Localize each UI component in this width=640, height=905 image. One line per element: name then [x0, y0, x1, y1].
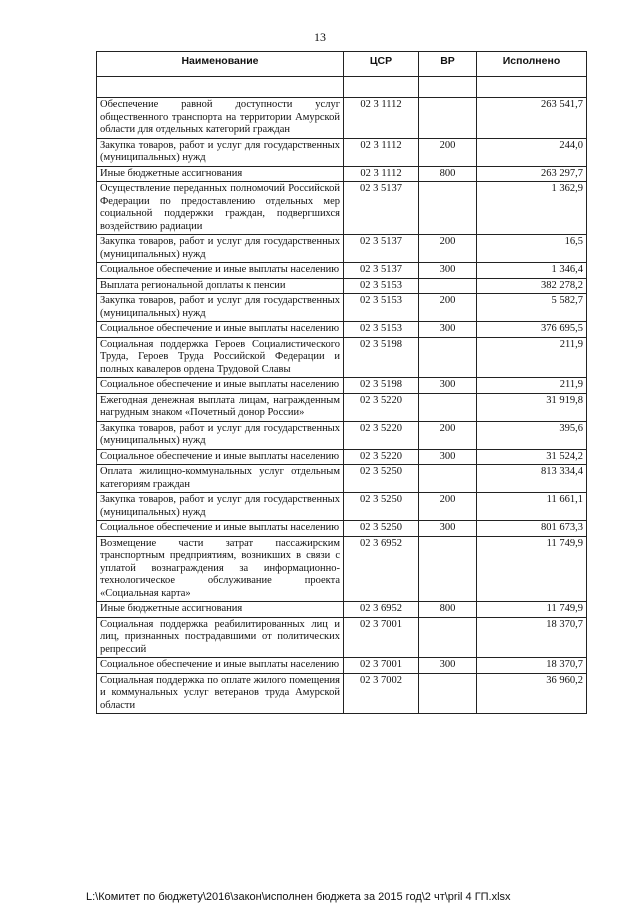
vr-cell: 200	[419, 421, 477, 449]
amount-cell: 1 346,4	[477, 263, 587, 279]
table-row	[97, 263, 587, 279]
table-row	[97, 278, 587, 294]
csr-cell: 02 3 1112	[344, 98, 419, 139]
table-row	[97, 166, 587, 182]
table-row	[97, 138, 587, 166]
spacer-cell	[477, 77, 587, 98]
table-row	[97, 658, 587, 674]
name-cell: Социальное обеспечение и иные выплаты населению	[97, 322, 344, 338]
table-row	[97, 235, 587, 263]
amount-cell: 11 661,1	[477, 493, 587, 521]
amount-cell: 5 582,7	[477, 294, 587, 322]
name-cell: Ежегодная денежная выплата лицам, награжденным нагрудным знаком «Почетный донор России»	[97, 393, 344, 421]
name-cell: Закупка товаров, работ и услуг для государственных (муниципальных) нужд	[97, 493, 344, 521]
csr-cell: 02 3 5250	[344, 521, 419, 537]
amount-cell: 813 334,4	[477, 465, 587, 493]
amount-cell: 11 749,9	[477, 536, 587, 602]
table-row	[97, 294, 587, 322]
amount-cell: 31 524,2	[477, 449, 587, 465]
table-row	[97, 98, 587, 139]
vr-cell: 300	[419, 263, 477, 279]
header-vr: ВР	[419, 52, 477, 77]
vr-cell	[419, 465, 477, 493]
vr-cell	[419, 393, 477, 421]
page-number: 13	[314, 30, 326, 44]
vr-cell	[419, 278, 477, 294]
amount-cell: 18 370,7	[477, 658, 587, 674]
name-cell: Социальное обеспечение и иные выплаты населению	[97, 658, 344, 674]
name-cell: Социальное обеспечение и иные выплаты населению	[97, 521, 344, 537]
amount-cell: 31 919,8	[477, 393, 587, 421]
table-row	[97, 322, 587, 338]
amount-cell: 1 362,9	[477, 182, 587, 235]
csr-cell: 02 3 5153	[344, 322, 419, 338]
file-path-footer: L:\Комитет по бюджету\2016\закон\исполнен бюджета за 2015 год\2 чт\pril 4 ГП.xlsx	[86, 891, 511, 903]
vr-cell: 800	[419, 166, 477, 182]
table-row	[97, 536, 587, 602]
csr-cell: 02 3 5198	[344, 378, 419, 394]
csr-cell: 02 3 5137	[344, 263, 419, 279]
name-cell: Социальная поддержка реабилитированных лиц и лиц, признанных пострадавшими от политических репрессий	[97, 617, 344, 658]
table-row	[97, 421, 587, 449]
table-row	[97, 673, 587, 714]
amount-cell: 36 960,2	[477, 673, 587, 714]
vr-cell: 200	[419, 235, 477, 263]
table-row	[97, 182, 587, 235]
table-row	[97, 337, 587, 378]
header-csr: ЦСР	[344, 52, 419, 77]
amount-cell: 11 749,9	[477, 602, 587, 618]
csr-cell: 02 3 7001	[344, 658, 419, 674]
amount-cell: 244,0	[477, 138, 587, 166]
vr-cell	[419, 182, 477, 235]
amount-cell: 801 673,3	[477, 521, 587, 537]
csr-cell: 02 3 5198	[344, 337, 419, 378]
table-header-spacer-row	[97, 77, 587, 98]
csr-cell: 02 3 5250	[344, 465, 419, 493]
vr-cell: 200	[419, 138, 477, 166]
name-cell: Социальное обеспечение и иные выплаты населению	[97, 263, 344, 279]
budget-execution-table	[96, 51, 587, 714]
table-row	[97, 617, 587, 658]
name-cell: Социальное обеспечение и иные выплаты населению	[97, 449, 344, 465]
amount-cell: 395,6	[477, 421, 587, 449]
header-name: Наименование	[97, 52, 344, 77]
amount-cell: 263 297,7	[477, 166, 587, 182]
csr-cell: 02 3 5220	[344, 449, 419, 465]
spacer-cell	[419, 77, 477, 98]
name-cell: Закупка товаров, работ и услуг для государственных (муниципальных) нужд	[97, 235, 344, 263]
amount-cell: 382 278,2	[477, 278, 587, 294]
table-header-row	[97, 52, 587, 77]
amount-cell: 376 695,5	[477, 322, 587, 338]
csr-cell: 02 3 1112	[344, 166, 419, 182]
table-row	[97, 449, 587, 465]
csr-cell: 02 3 5153	[344, 294, 419, 322]
vr-cell: 300	[419, 449, 477, 465]
csr-cell: 02 3 5137	[344, 182, 419, 235]
table-row	[97, 602, 587, 618]
header-executed: Исполнено	[477, 52, 587, 77]
name-cell: Обеспечение равной доступности услуг общественного транспорта на территории Амурской области для отдельных категорий граждан	[97, 98, 344, 139]
csr-cell: 02 3 5137	[344, 235, 419, 263]
name-cell: Закупка товаров, работ и услуг для государственных (муниципальных) нужд	[97, 294, 344, 322]
name-cell: Выплата региональной доплаты к пенсии	[97, 278, 344, 294]
vr-cell: 300	[419, 658, 477, 674]
csr-cell: 02 3 6952	[344, 536, 419, 602]
amount-cell: 16,5	[477, 235, 587, 263]
csr-cell: 02 3 1112	[344, 138, 419, 166]
vr-cell: 300	[419, 322, 477, 338]
csr-cell: 02 3 6952	[344, 602, 419, 618]
csr-cell: 02 3 5250	[344, 493, 419, 521]
vr-cell: 800	[419, 602, 477, 618]
name-cell: Иные бюджетные ассигнования	[97, 166, 344, 182]
spacer-cell	[344, 77, 419, 98]
vr-cell	[419, 673, 477, 714]
amount-cell: 18 370,7	[477, 617, 587, 658]
name-cell: Закупка товаров, работ и услуг для государственных (муниципальных) нужд	[97, 421, 344, 449]
name-cell: Осуществление переданных полномочий Российской Федерации по предоставлению отдельных мер социальной поддержки граждан, подвергшихся воздействию радиации	[97, 182, 344, 235]
vr-cell: 300	[419, 378, 477, 394]
vr-cell	[419, 617, 477, 658]
vr-cell: 200	[419, 493, 477, 521]
vr-cell	[419, 98, 477, 139]
name-cell: Социальная поддержка Героев Социалистического Труда, Героев Труда Российской Федерации и полных кавалеров ордена Трудовой Славы	[97, 337, 344, 378]
amount-cell: 263 541,7	[477, 98, 587, 139]
name-cell: Социальная поддержка по оплате жилого помещения и коммунальных услуг ветеранов труда Амурской области	[97, 673, 344, 714]
table-row	[97, 493, 587, 521]
name-cell: Возмещение части затрат пассажирским транспортным предприятиям, возникших в связи с уплатой вознаграждения за информационно-технологическое обслуживание проекта «Социальная карта»	[97, 536, 344, 602]
amount-cell: 211,9	[477, 337, 587, 378]
csr-cell: 02 3 7002	[344, 673, 419, 714]
vr-cell: 300	[419, 521, 477, 537]
name-cell: Иные бюджетные ассигнования	[97, 602, 344, 618]
vr-cell	[419, 337, 477, 378]
name-cell: Оплата жилищно-коммунальных услуг отдельным категориям граждан	[97, 465, 344, 493]
csr-cell: 02 3 7001	[344, 617, 419, 658]
table-row	[97, 378, 587, 394]
csr-cell: 02 3 5220	[344, 421, 419, 449]
spacer-cell	[97, 77, 344, 98]
csr-cell: 02 3 5220	[344, 393, 419, 421]
amount-cell: 211,9	[477, 378, 587, 394]
csr-cell: 02 3 5153	[344, 278, 419, 294]
name-cell: Социальное обеспечение и иные выплаты населению	[97, 378, 344, 394]
name-cell: Закупка товаров, работ и услуг для государственных (муниципальных) нужд	[97, 138, 344, 166]
vr-cell: 200	[419, 294, 477, 322]
table-row	[97, 521, 587, 537]
table-row	[97, 393, 587, 421]
table-body	[97, 98, 587, 714]
vr-cell	[419, 536, 477, 602]
table-row	[97, 465, 587, 493]
